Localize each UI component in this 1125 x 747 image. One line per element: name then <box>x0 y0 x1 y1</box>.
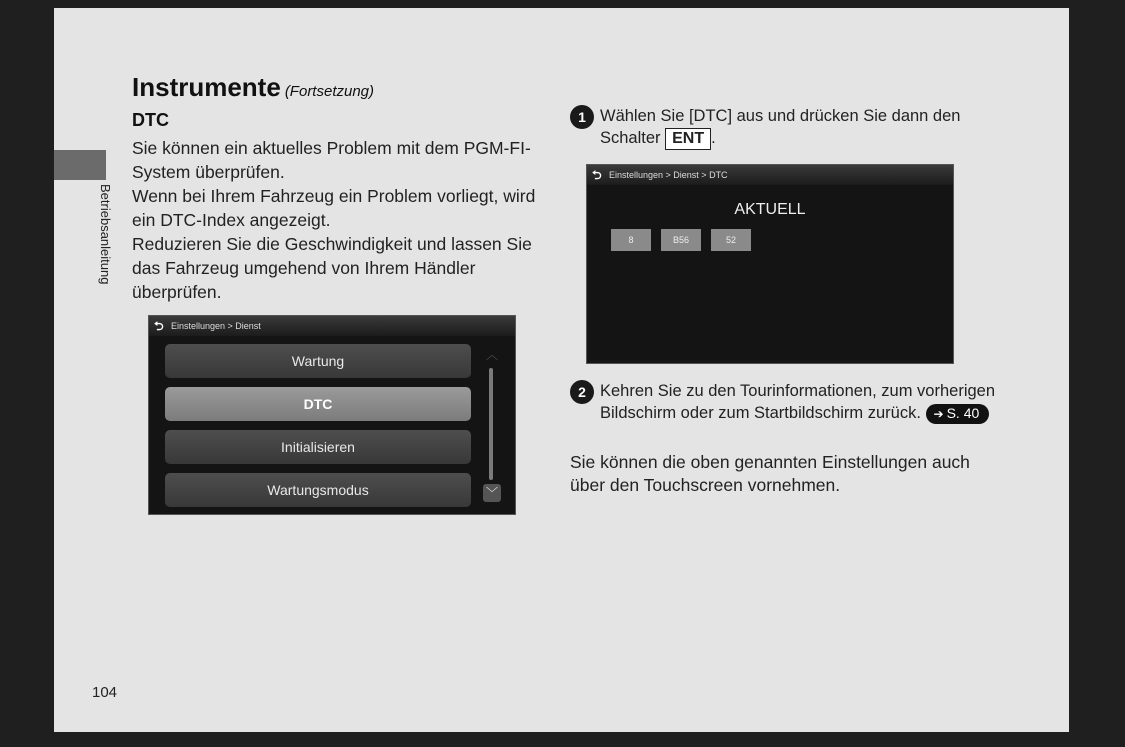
dtc-code: 52 <box>711 229 751 251</box>
breadcrumb-bar <box>587 165 953 185</box>
page-reference[interactable] <box>926 404 990 424</box>
scroll-down-icon[interactable]: ﹀ <box>483 484 501 502</box>
menu-item-dtc[interactable]: DTC <box>165 387 471 421</box>
breadcrumb-bar <box>149 316 515 336</box>
manual-page <box>54 8 1069 732</box>
page-reference-label: S. 40 <box>946 405 980 421</box>
menu-item-wartung[interactable]: Wartung <box>165 344 471 378</box>
side-tab-marker <box>54 150 106 180</box>
dtc-screenshot <box>586 164 954 364</box>
back-arrow-icon: ⮌ <box>592 168 602 182</box>
side-label: Betriebsanleitung <box>98 184 113 285</box>
paragraph: Sie können ein aktuelles Problem mit dem PGM-FI-System überprüfen. <box>132 138 531 182</box>
scrollbar[interactable] <box>489 368 493 480</box>
menu-item-initialisieren[interactable]: Initialisieren <box>165 430 471 464</box>
ent-key-label: ENT <box>665 128 711 150</box>
dtc-heading: AKTUELL <box>734 201 806 218</box>
step-1 <box>578 105 1000 150</box>
section-heading: DTC <box>132 110 169 130</box>
page-title <box>132 72 374 103</box>
dtc-code: 8 <box>611 229 651 251</box>
step-number-badge: 2 <box>570 380 594 404</box>
menu-item-wartungsmodus[interactable]: Wartungsmodus <box>165 473 471 507</box>
breadcrumb: Einstellungen > Dienst > DTC <box>609 170 728 180</box>
back-arrow-icon: ⮌ <box>154 319 164 333</box>
left-column-text <box>132 136 542 304</box>
service-menu-screenshot <box>148 315 516 515</box>
paragraph: Wenn bei Ihrem Fahrzeug ein Problem vorliegt, wird ein DTC-Index angezeigt. <box>132 186 536 230</box>
step-number-badge: 1 <box>570 105 594 129</box>
page-number: 104 <box>92 684 118 701</box>
title-text: Instrumente <box>132 72 281 102</box>
right-column-note: Sie können die oben genannten Einstellungen auch über den Touchscreen vornehmen. <box>570 452 970 495</box>
arrow-right-icon: ➔ <box>933 407 944 421</box>
title-continuation: (Fortsetzung) <box>284 83 375 100</box>
dtc-code: B56 <box>661 229 701 251</box>
step-2 <box>578 380 1000 424</box>
step-text-end: . <box>711 129 716 147</box>
paragraph: Reduzieren Sie die Geschwindigkeit und lassen Sie das Fahrzeug umgehend von Ihrem Händler überprüfen. <box>132 234 532 302</box>
scroll-up-icon[interactable]: ︿ <box>485 348 498 362</box>
step-text: Wählen Sie [DTC] aus und drücken Sie dann den Schalter <box>600 107 961 147</box>
breadcrumb: Einstellungen > Dienst <box>171 321 261 331</box>
step-text: Kehren Sie zu den Tourinformationen, zum vorherigen Bildschirm oder zum Startbildschirm zurück. <box>600 382 996 422</box>
